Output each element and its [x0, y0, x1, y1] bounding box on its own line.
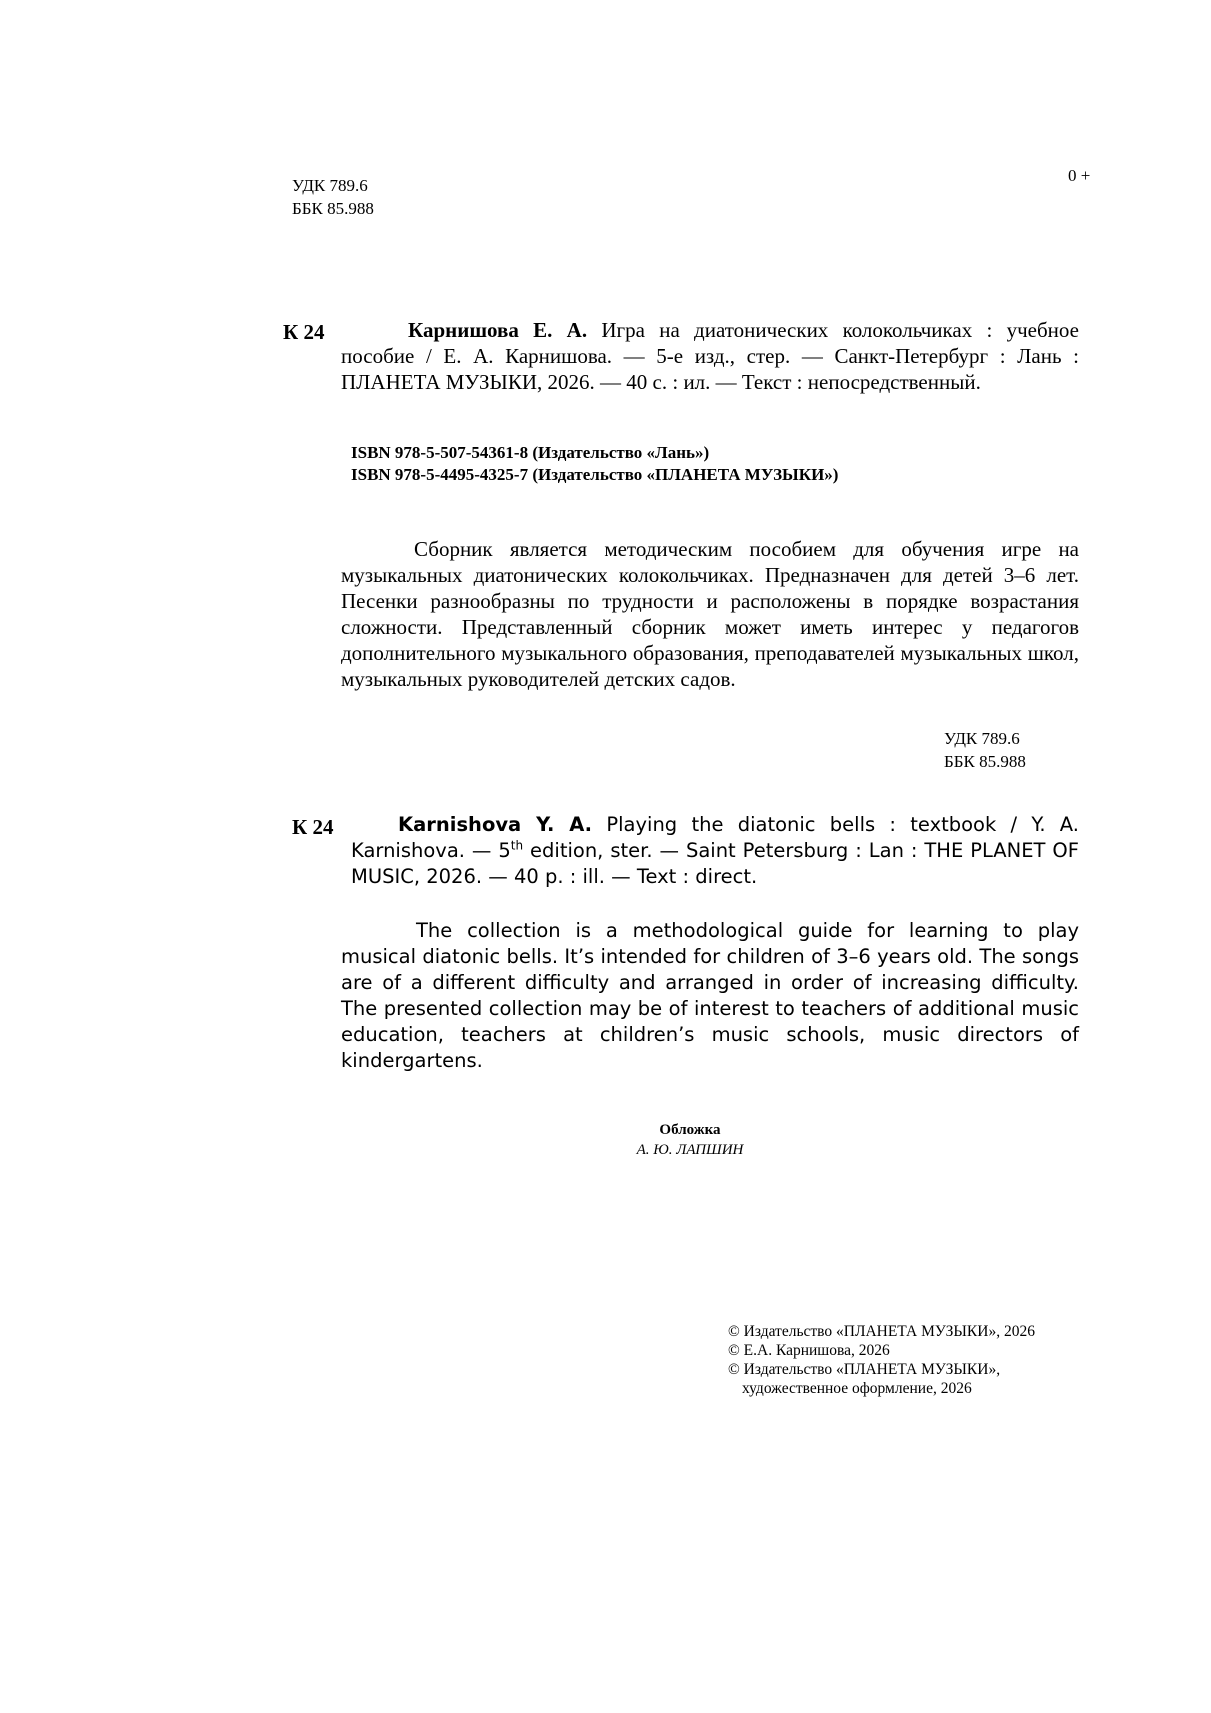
udk-code-right: УДК 789.6 [944, 729, 1020, 748]
udk-code: УДК 789.6 [292, 176, 368, 195]
isbn-block [351, 442, 838, 486]
record-body-en-2: edition, ster. — Saint Petersburg : Lan : THE PLANET OF MUSIC, 2026. — 40 p. : ill. — Text : direct. [351, 839, 1079, 888]
copyright-line-continuation: художественное оформление, 2026 [742, 1380, 972, 1397]
age-rating: 0 + [1068, 166, 1091, 185]
isbn-planeta: ISBN 978-5-4495-4325-7 (Издательство «ПЛАНЕТА МУЗЫКИ») [351, 465, 839, 484]
copyright-line: © Издательство «ПЛАНЕТА МУЗЫКИ», [728, 1361, 1001, 1378]
bibliographic-record-en [351, 812, 1079, 890]
classification-top [292, 174, 374, 220]
record-body-ru: Игра на диатонических колокольчиках : учебное пособие / Е. А. Карнишова. — 5-е изд., стер. — Санкт-Петербург : Лань : ПЛАНЕТА МУЗЫКИ, 2026. — 40 с. : ил. — Текст : непосредственный. [341, 318, 1079, 394]
bbk-code-right: ББК 85.988 [944, 752, 1026, 771]
abstract-en: The collection is a methodological guide for learning to play musical diatonic bells. It’s intended for children of 3–6 years old. The songs are of a different difficulty and arranged in order of increasing difficulty. The presented collection may be of interest to teachers of additional music education, teachers at children’s music schools, music directors of kindergartens. [341, 919, 1079, 1072]
isbn-lan: ISBN 978-5-507-54361-8 (Издательство «Лань») [351, 443, 710, 462]
cover-label: Обложка [659, 1122, 721, 1138]
abstract-ru: Сборник является методическим пособием для обучения игре на музыкальных диатонических колокольчиках. Предназначен для детей 3–6 лет. Песенки разнообразны по трудности и расположены в порядке возрастания сложности. Представленный сборник может иметь интерес у педагогов дополнительного музыкального образования, преподавателей музыкальных школ, музыкальных руководителей детских садов. [341, 537, 1079, 691]
record-body-en-1: Playing the diatonic bells : textbook / Y. A. Karnishova. — 5 [351, 813, 1080, 862]
edition-superscript: th [510, 838, 524, 853]
bibliographic-record-ru [341, 317, 1079, 395]
author-name-en: Karnishova Y. A. [398, 813, 593, 836]
copyright-block [728, 1322, 1035, 1398]
cover-credit [560, 1120, 820, 1160]
copyright-line: © Е.А. Карнишова, 2026 [728, 1342, 890, 1359]
author-mark-ru: К 24 [283, 320, 325, 344]
copyright-line: © Издательство «ПЛАНЕТА МУЗЫКИ», 2026 [728, 1323, 1035, 1340]
classification-right [944, 727, 1026, 773]
author-mark-en: К 24 [292, 815, 334, 839]
author-name-ru: Карнишова Е. А. [408, 318, 588, 342]
cover-artist: А. Ю. ЛАПШИН [636, 1142, 744, 1158]
bbk-code: ББК 85.988 [292, 199, 374, 218]
